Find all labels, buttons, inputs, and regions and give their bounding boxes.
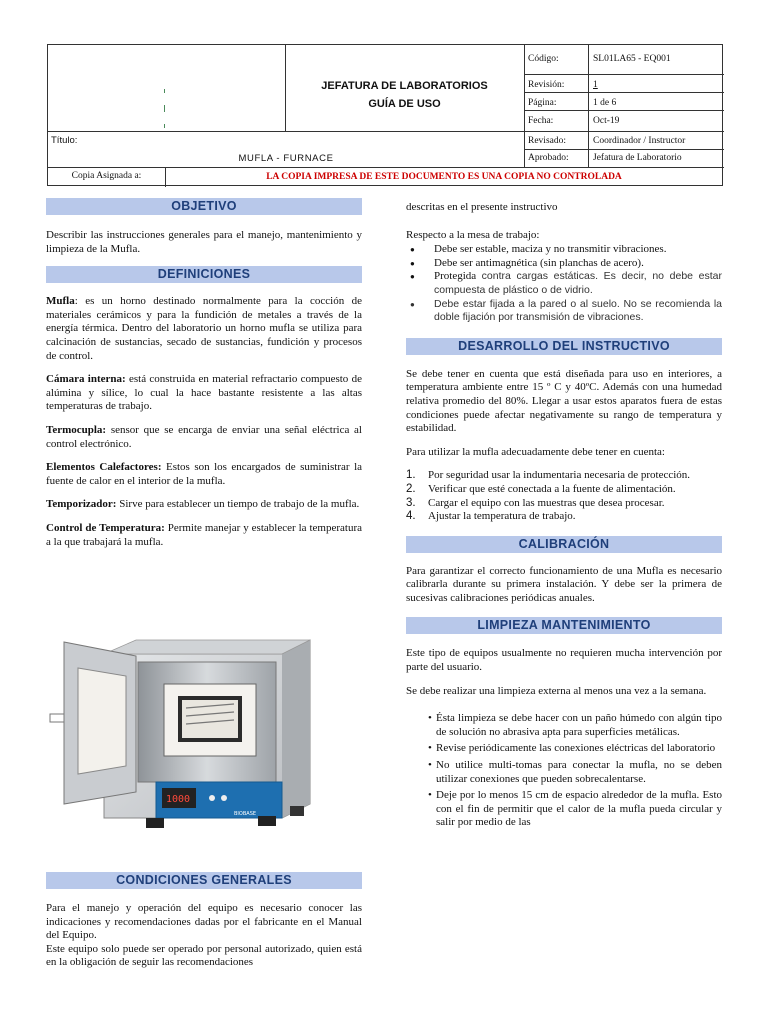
definition-mufla: Mufla: es un horno destinado normalmente para la cocción de materiales cerámicos y para la fundición de metales a través de la energía térmica. Dentro del laboratorio un horno mufla se utiliza para calcinación de sustancias, secado de sustancias, fundición y procesos de control. <box>46 295 362 362</box>
left-column <box>46 198 362 549</box>
section-definiciones-heading: DEFINICIONES <box>46 266 362 283</box>
list-item: • No utilice multi-tomas para conectar la mufla, no se deben utilizar conexiones que pueden sobrecalentarse. <box>406 759 722 786</box>
meta-value-revisado: Coordinador / Instructor <box>593 136 686 146</box>
meta-label-aprobado: Aprobado: <box>528 153 569 163</box>
list-item: ● Debe ser estable, maciza y no transmitir vibraciones. <box>406 243 722 257</box>
document-type: GUÍA DE USO <box>368 98 441 110</box>
list-item: 3. Cargar el equipo con las muestras que desea procesar. <box>406 496 665 509</box>
list-item: • Deje por lo menos 15 cm de espacio alrededor de la mufla. Esto con el fin de permitir que el calor de la mufla pueda circular y salir por medio de las <box>406 789 722 830</box>
list-item: 2. Verificar que esté conectada a la fuente de alimentación. <box>406 482 676 495</box>
desarrollo-text-2: Para utilizar la mufla adecuadamente debe tener en cuenta: <box>406 445 665 458</box>
desarrollo-text-1: Se debe tener en cuenta que está diseñada para uso en interiores, a temperatura ambiente entre 15 º C y 40ºC. Además con una humedad relativa promedio del 80%. Llegar a usar estos aparatos fuera de estas condiciones puede afectar negativamente su rango de temperatura y estabilidad. <box>406 367 722 435</box>
copia-label: Copia Asignada a: <box>71 171 142 181</box>
uncontrolled-copy-warning: LA COPIA IMPRESA DE ESTE DOCUMENTO ES UNA COPIA NO CONTROLADA <box>266 172 622 182</box>
list-item: 1. Por seguridad usar la indumentaria necesaria de protección. <box>406 469 691 482</box>
steps-list <box>406 469 722 523</box>
left-column-bottom <box>46 872 362 970</box>
meta-label-fecha: Fecha: <box>528 116 554 126</box>
limpieza-list <box>406 712 722 830</box>
list-item: • Ésta limpieza se debe hacer con un paño húmedo con algún tipo de solución no abrasiva apta para superficies metálicas. <box>406 712 722 739</box>
limpieza-text-1: Este tipo de equipos usualmente no requieren mucha intervención por parte del usuario. <box>406 647 722 674</box>
definition-camara-interna: Cámara interna: está construida en material refractario compuesto de alúmina y sílice, lo cual la hace bastante resistente a las altas temperaturas de trabajo. <box>46 373 362 413</box>
muffle-furnace-image <box>46 616 362 870</box>
section-objetivo-heading: OBJETIVO <box>46 198 362 215</box>
section-desarrollo-heading: DESARROLLO DEL INSTRUCTIVO <box>406 338 722 355</box>
definition-termocupla: Termocupla: sensor que se encarga de enviar una señal eléctrica al control electrónico. <box>46 423 362 450</box>
list-item: ● Debe estar fijada a la pared o al suelo. No se recomienda la doble fijación por transmisión de vibraciones. <box>406 298 722 325</box>
limpieza-text-2: Se debe realizar una limpieza externa al menos una vez a la semana. <box>406 684 707 697</box>
meta-label-codigo: Código: <box>528 54 559 64</box>
meta-value-revision: 1 <box>593 80 598 90</box>
section-calibracion-heading: CALIBRACIÓN <box>406 536 722 553</box>
list-item: ● Debe ser antimagnética (sin planchas de acero). <box>406 257 722 271</box>
meta-value-aprobado: Jefatura de Laboratorio <box>593 153 682 163</box>
titulo-label: Título: <box>51 135 78 146</box>
institution-title: JEFATURA DE LABORATORIOS <box>321 80 488 92</box>
condiciones-text-2: Este equipo solo puede ser operado por personal autorizado, quien está en la obligación de seguir las recomendaciones <box>46 942 362 969</box>
section-limpieza-heading: LIMPIEZA MANTENIMIENTO <box>406 617 722 634</box>
brand-label: BIOBASE <box>234 811 257 817</box>
list-item: ● Protegida contra cargas estáticas. Es decir, no debe estar compuesta de plástico o de vidrio. <box>406 270 722 297</box>
mesa-intro: Respecto a la mesa de trabajo: <box>406 228 540 241</box>
definition-temporizador: Temporizador: Sirve para establecer un tiempo de trabajo de la mufla. <box>46 498 360 511</box>
display-reading: 1000 <box>166 794 191 805</box>
continuation-text: descritas en el presente instructivo <box>406 201 558 213</box>
calibracion-text: Para garantizar el correcto funcionamiento de una Mufla es necesario calibrarla durante su primera instalación. Y debe ser la primera de sucesivas calibraciones periódicas anuales. <box>406 564 722 604</box>
condiciones-text-1: Para el manejo y operación del equipo es necesario conocer las indicaciones y recomendaciones dadas por el fabricante en el Manual del Equipo. <box>46 902 362 942</box>
logo <box>162 85 168 135</box>
definition-elementos-calefactores: Elementos Calefactores: Estos son los encargados de suministrar la fuente de calor en el interior de la mufla. <box>46 461 363 487</box>
definition-control-temperatura: Control de Temperatura: Permite manejar y establecer la temperatura a la que trabajará la mufla. <box>46 521 362 548</box>
mesa-list <box>406 243 722 325</box>
meta-label-revisado: Revisado: <box>528 136 566 146</box>
meta-label-revision: Revisión: <box>528 80 565 90</box>
right-column <box>406 201 722 833</box>
meta-label-pagina: Página: <box>528 98 557 108</box>
meta-value-pagina: 1 de 6 <box>593 98 617 108</box>
list-item: • Revise periódicamente las conexiones eléctricas del laboratorio <box>406 742 722 756</box>
list-item: 4. Ajustar la temperatura de trabajo. <box>406 510 576 523</box>
document-title: MUFLA - FURNACE <box>238 153 334 164</box>
section-condiciones-heading: CONDICIONES GENERALES <box>46 872 362 889</box>
meta-value-fecha: Oct-19 <box>593 116 620 126</box>
objetivo-text: Describir las instrucciones generales para el manejo, mantenimiento y limpieza de la Mufla. <box>46 229 362 255</box>
document-header <box>47 44 723 186</box>
meta-value-codigo: SL01LA65 - EQ001 <box>593 54 671 64</box>
